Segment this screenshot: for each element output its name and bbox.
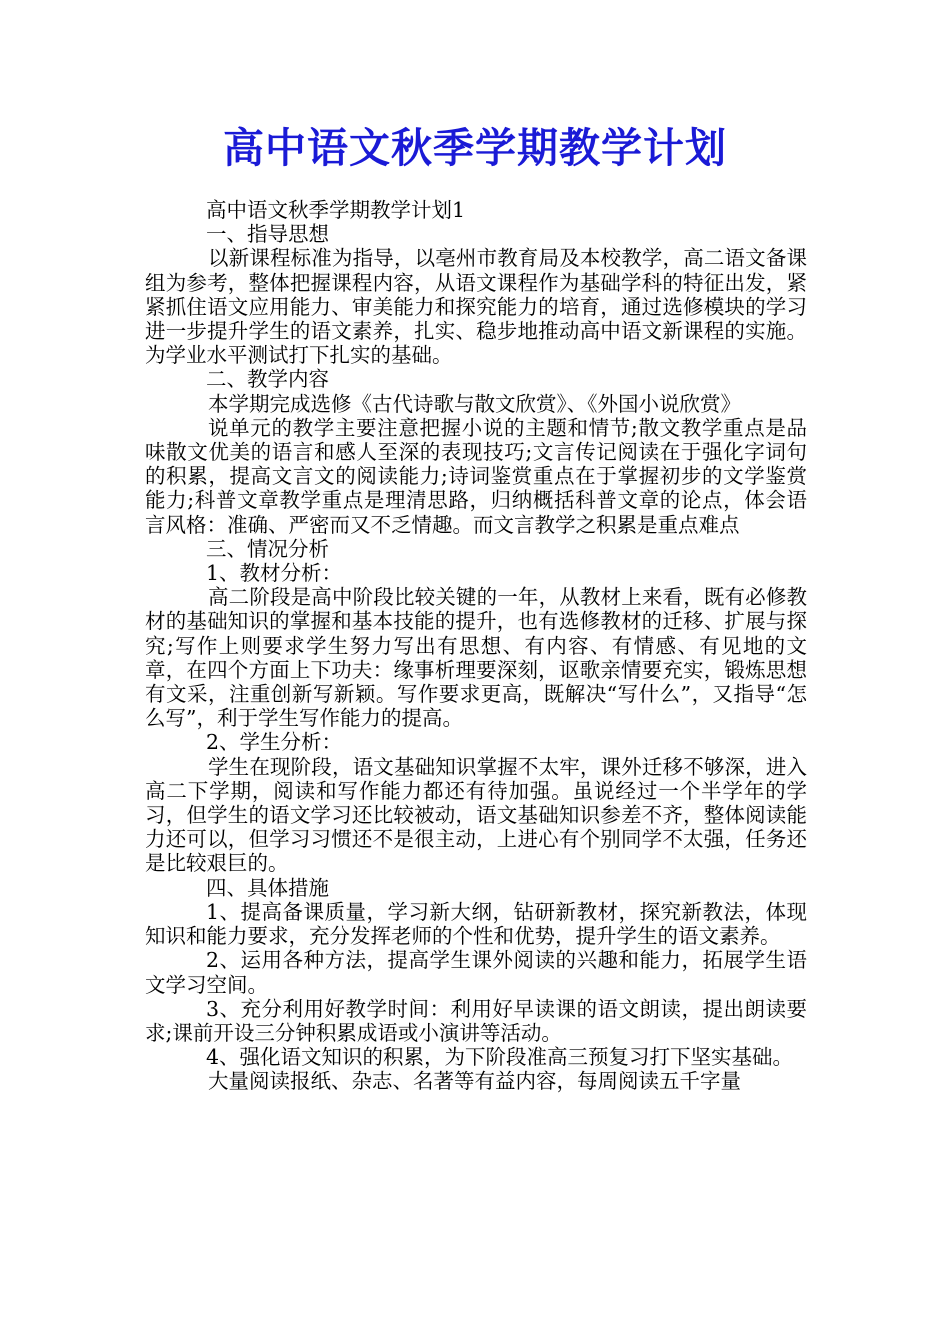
body-paragraph: 大量阅读报纸、杂志、名著等有益内容，每周阅读五千字量 bbox=[208, 1069, 741, 1094]
section-line: 4、强化语文知识的积累，为下阶段准高三预复习打下坚实基础。 bbox=[206, 1045, 794, 1070]
section-line: 3、充分利用好教学时间：利用好早读课的语文朗读，提出朗读要求;课前开设三分钟积累成语或小演讲等活动。 bbox=[145, 996, 807, 1045]
section-line: 二、教学内容 bbox=[206, 367, 329, 392]
document-body bbox=[145, 198, 807, 1094]
section-line: 四、具体措施 bbox=[206, 875, 329, 900]
body-paragraph: 说单元的教学主要注意把握小说的主题和情节;散文教学重点是品味散文优美的语言和感人至深的表现技巧;文言传记阅读在于强化字词句的积累，提高文言文的阅读能力;诗词鉴赏重点在于掌握初步的文学鉴赏能力;科普文章教学重点是理清思路，归纳概括科普文章的论点，体会语言风格：准确、严密而又不乏情趣。而文言教学之积累是重点难点 bbox=[145, 415, 807, 537]
section-line: 三、情况分析 bbox=[206, 536, 329, 561]
section-line: 2、运用各种方法，提高学生课外阅读的兴趣和能力，拓展学生语文学习空间。 bbox=[145, 948, 807, 997]
body-paragraph: 高二阶段是高中阶段比较关键的一年，从教材上来看，既有必修教材的基础知识的掌握和基本技能的提升，也有选修教材的迁移、扩展与探究;写作上则要求学生努力写出有思想、有内容、有情感、有见地的文章，在四个方面上下功夫：缘事析理要深刻，讴歌亲情要充实，锻炼思想有文采，注重创新写新颖。写作要求更高，既解决“写什么”，又指导“怎么写”，利于学生写作能力的提高。 bbox=[145, 585, 807, 731]
section-line: 2、学生分析： bbox=[206, 730, 343, 755]
section-line: 1、提高备课质量，学习新大纲，钻研新教材，探究新教法，体现知识和能力要求，充分发挥老师的个性和优势，提升学生的语文素养。 bbox=[145, 899, 807, 949]
body-paragraph: 本学期完成选修《古代诗歌与散文欣赏》、《外国小说欣赏》 bbox=[208, 391, 741, 416]
section-line: 1、教材分析： bbox=[206, 561, 343, 586]
document-title: 高中语文秋季学期教学计划 bbox=[223, 124, 727, 172]
section-line: 一、指导思想 bbox=[206, 222, 329, 247]
body-paragraph: 以新课程标准为指导，以亳州市教育局及本校教学，高二语文备课组为参考，整体把握课程内容，从语文课程作为基础学科的特征出发，紧紧抓住语文应用能力、审美能力和探究能力的培育，通过选修模块的学习进一步提升学生的语文素养，扎实、稳步地推动高中语文新课程的实施。为学业水平测试打下扎实的基础。 bbox=[145, 246, 807, 368]
section-line: 高中语文秋季学期教学计划1 bbox=[206, 198, 466, 222]
body-paragraph: 学生在现阶段，语文基础知识掌握不太牢，课外迁移不够深，进入高二下学期，阅读和写作能力都还有待加强。虽说经过一个半学年的学习，但学生的语文学习还比较被动，语文基础知识参差不齐，整体阅读能力还可以，但学习习惯还不是很主动，上进心有个别同学不太强，任务还是比较艰巨的。 bbox=[145, 754, 807, 876]
